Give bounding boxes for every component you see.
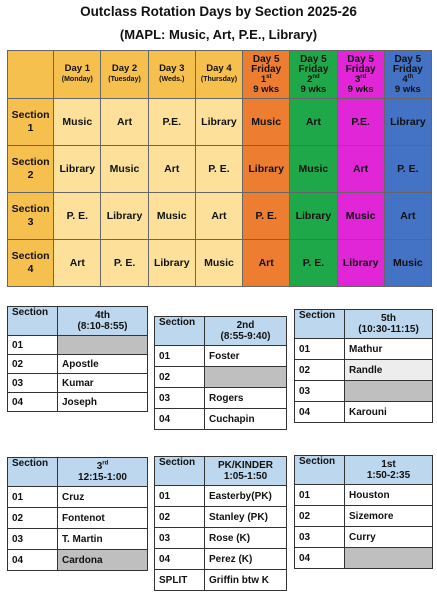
schedule-row (155, 507, 287, 528)
header-day-3 (148, 51, 195, 99)
day-sub: (Monday) (61, 76, 93, 83)
rotation-cell: P.E. (337, 99, 384, 146)
time-label: (8:10-8:55) (77, 321, 128, 332)
schedule-row (155, 388, 287, 409)
page-title: Outclass Rotation Days by Section 2025-26 (80, 4, 357, 19)
schedule-1st (294, 455, 433, 569)
schedule-row (8, 336, 148, 355)
rotation-cell: Music (337, 193, 384, 240)
section-number: 03 (295, 527, 345, 548)
section-number: 01 (8, 487, 58, 508)
grade-header (345, 310, 433, 339)
teacher-name: Rose (K) (205, 528, 287, 549)
day-ordinal-suffix: nd (312, 73, 320, 80)
grade-suffix: rd (102, 460, 109, 467)
rotation-cell: P. E. (290, 240, 337, 287)
rotation-cell: Library (384, 99, 431, 146)
section-header: Section (155, 457, 205, 486)
rotation-cell: P. E. (384, 146, 431, 193)
section-number: 03 (155, 388, 205, 409)
day-label: Day 5 Friday (392, 53, 423, 75)
section-header: Section (295, 456, 345, 485)
section-number: 04 (8, 393, 58, 412)
rotation-cell: Art (243, 240, 290, 287)
day-label: Day 4 (206, 63, 232, 74)
day-ordinal: 4 (402, 73, 408, 85)
section-number: 03 (8, 529, 58, 550)
schedule-5th (294, 309, 433, 423)
section-number: SPLIT (155, 570, 205, 591)
teacher-name (345, 548, 433, 569)
teacher-name (205, 367, 287, 388)
grade-label: 3 (96, 461, 103, 472)
rotation-cell: Library (243, 146, 290, 193)
day-weeks: 9 wks (300, 83, 327, 95)
section-number: 02 (8, 508, 58, 529)
schedule-row (155, 367, 287, 388)
section-number: 01 (155, 486, 205, 507)
teacher-name: Cuchapin (205, 409, 287, 430)
section-number: 01 (295, 485, 345, 506)
day-label: Day 3 (159, 63, 185, 74)
rotation-cell: P.E. (148, 99, 195, 146)
day-sub: (Tuesday) (108, 76, 141, 83)
rotation-cell: Art (337, 146, 384, 193)
schedule-3rd (7, 457, 148, 571)
day-sub: (Weds.) (159, 76, 185, 83)
rotation-cell: Music (54, 99, 101, 146)
header-day-4 (195, 51, 242, 99)
header-friday-4 (384, 51, 431, 99)
teacher-name: Cardona (58, 550, 148, 571)
header-friday-2 (290, 51, 337, 99)
grade-header (58, 307, 148, 336)
day-ordinal: 2 (307, 73, 313, 85)
header-friday-1 (243, 51, 290, 99)
grade-label: 4th (95, 310, 110, 321)
day-label: Day 5 Friday (251, 53, 282, 75)
teacher-name: Mathur (345, 339, 433, 360)
day-ordinal: 1 (260, 73, 267, 85)
day-label: Day 5 Friday (345, 53, 376, 75)
section-header: Section (8, 307, 58, 336)
schedule-row (8, 529, 148, 550)
day-label: Day 5 Friday (298, 53, 329, 75)
rotation-cell: Library (148, 240, 195, 287)
schedule-row (295, 485, 433, 506)
section-number: 02 (295, 506, 345, 527)
schedule-row (8, 550, 148, 571)
grade-label: PK/KINDER (217, 460, 273, 471)
time-label: (10:30-11:15) (358, 324, 419, 335)
teacher-name: Rogers (205, 388, 287, 409)
grade-label: 5th (381, 313, 396, 324)
teacher-name: Cruz (58, 487, 148, 508)
corner-cell (8, 51, 54, 99)
header-day-2 (101, 51, 148, 99)
rotation-cell: Library (337, 240, 384, 287)
schedule-header (295, 456, 433, 485)
teacher-name: Sizemore (345, 506, 433, 527)
section-number: 02 (8, 355, 58, 374)
schedule-header (155, 457, 287, 486)
rotation-row-section-2 (8, 146, 432, 193)
schedule-row (155, 570, 287, 591)
day-ordinal-suffix: th (407, 73, 414, 80)
section-header: Section (8, 458, 58, 487)
rotation-cell: P. E. (101, 240, 148, 287)
teacher-name: Karouni (345, 402, 433, 423)
teacher-name: Foster (205, 346, 287, 367)
schedule-row (8, 508, 148, 529)
schedule-row (8, 393, 148, 412)
rotation-cell: Art (290, 99, 337, 146)
schedule-header (8, 458, 148, 487)
section-number: 03 (155, 528, 205, 549)
schedule-row (8, 355, 148, 374)
time-label: 12:15-1:00 (78, 472, 127, 483)
rotation-cell: Art (384, 193, 431, 240)
teacher-name (58, 336, 148, 355)
teacher-name: T. Martin (58, 529, 148, 550)
schedule-4th (7, 306, 148, 412)
schedule-row (155, 346, 287, 367)
rotation-cell: Library (54, 146, 101, 193)
grade-label: 2nd (236, 320, 255, 331)
day-weeks: 9 wks (253, 83, 280, 95)
schedule-row (8, 374, 148, 393)
rotation-row-section-3 (8, 193, 432, 240)
schedule-header (155, 317, 287, 346)
schedule-row (295, 381, 433, 402)
schedule-pk-kinder (154, 456, 287, 591)
time-label: 1:05-1:50 (223, 471, 268, 482)
section-number: 03 (8, 374, 58, 393)
section-label: Section 3 (8, 193, 54, 240)
section-number: 02 (155, 367, 205, 388)
rotation-cell: Library (195, 99, 242, 146)
grade-header (205, 457, 287, 486)
teacher-name: Randle (345, 360, 433, 381)
rotation-cell: Music (290, 146, 337, 193)
grade-header (345, 456, 433, 485)
grade-header (58, 458, 148, 487)
section-label: Section 4 (8, 240, 54, 287)
day-weeks: 9 wks (394, 83, 421, 95)
schedule-row (8, 487, 148, 508)
rotation-row-section-4 (8, 240, 432, 287)
time-label: (8:55-9:40) (220, 331, 271, 342)
section-number: 04 (8, 550, 58, 571)
teacher-name (345, 381, 433, 402)
rotation-cell: Music (101, 146, 148, 193)
day-ordinal-suffix: rd (360, 73, 367, 80)
section-number: 02 (155, 507, 205, 528)
teacher-name: Perez (K) (205, 549, 287, 570)
header-day-1 (54, 51, 101, 99)
section-number: 04 (295, 548, 345, 569)
section-label: Section 2 (8, 146, 54, 193)
section-number: 02 (295, 360, 345, 381)
teacher-name: Joseph (58, 393, 148, 412)
rotation-row-section-1 (8, 99, 432, 146)
schedule-row (295, 548, 433, 569)
teacher-name: Curry (345, 527, 433, 548)
rotation-header-row (8, 51, 432, 99)
rotation-cell: Music (243, 99, 290, 146)
teacher-name: Griffin btw K (205, 570, 287, 591)
rotation-cell: P. E. (243, 193, 290, 240)
schedule-header (295, 310, 433, 339)
rotation-cell: Art (148, 146, 195, 193)
schedule-row (295, 402, 433, 423)
rotation-cell: Library (290, 193, 337, 240)
rotation-cell: Music (195, 240, 242, 287)
rotation-cell: Art (195, 193, 242, 240)
schedule-row (155, 409, 287, 430)
section-label: Section 1 (8, 99, 54, 146)
time-label: 1:50-2:35 (366, 470, 411, 481)
rotation-cell: Library (101, 193, 148, 240)
section-number: 04 (155, 409, 205, 430)
day-ordinal-suffix: st (266, 73, 272, 80)
rotation-cell: Art (101, 99, 148, 146)
page-subtitle: (MAPL: Music, Art, P.E., Library) (119, 27, 318, 42)
section-header: Section (295, 310, 345, 339)
rotation-table (7, 50, 432, 287)
schedule-row (155, 549, 287, 570)
day-label: Day 2 (111, 63, 138, 74)
section-number: 01 (155, 346, 205, 367)
rotation-cell: Music (148, 193, 195, 240)
grade-label: 1st (381, 459, 396, 470)
section-header: Section (155, 317, 205, 346)
rotation-cell: P. E. (54, 193, 101, 240)
section-number: 01 (295, 339, 345, 360)
schedule-row (295, 360, 433, 381)
schedule-row (155, 486, 287, 507)
day-ordinal: 3 (354, 73, 361, 85)
teacher-name: Easterby(PK) (205, 486, 287, 507)
grade-header (205, 317, 287, 346)
teacher-name: Apostle (58, 355, 148, 374)
teacher-name: Fontenot (58, 508, 148, 529)
day-weeks: 9 wks (347, 83, 374, 95)
schedule-2nd (154, 316, 287, 430)
rotation-cell: Music (384, 240, 431, 287)
teacher-name: Stanley (PK) (205, 507, 287, 528)
schedule-row (295, 527, 433, 548)
section-number: 04 (295, 402, 345, 423)
schedule-row (295, 506, 433, 527)
section-number: 01 (8, 336, 58, 355)
day-label: Day 1 (64, 63, 90, 74)
header-friday-3 (337, 51, 384, 99)
schedule-row (295, 339, 433, 360)
section-number: 03 (295, 381, 345, 402)
rotation-cell: P. E. (195, 146, 242, 193)
rotation-cell: Art (54, 240, 101, 287)
schedule-header (8, 307, 148, 336)
teacher-name: Kumar (58, 374, 148, 393)
section-number: 04 (155, 549, 205, 570)
schedule-row (155, 528, 287, 549)
day-sub: (Thursday) (200, 76, 238, 83)
teacher-name: Houston (345, 485, 433, 506)
